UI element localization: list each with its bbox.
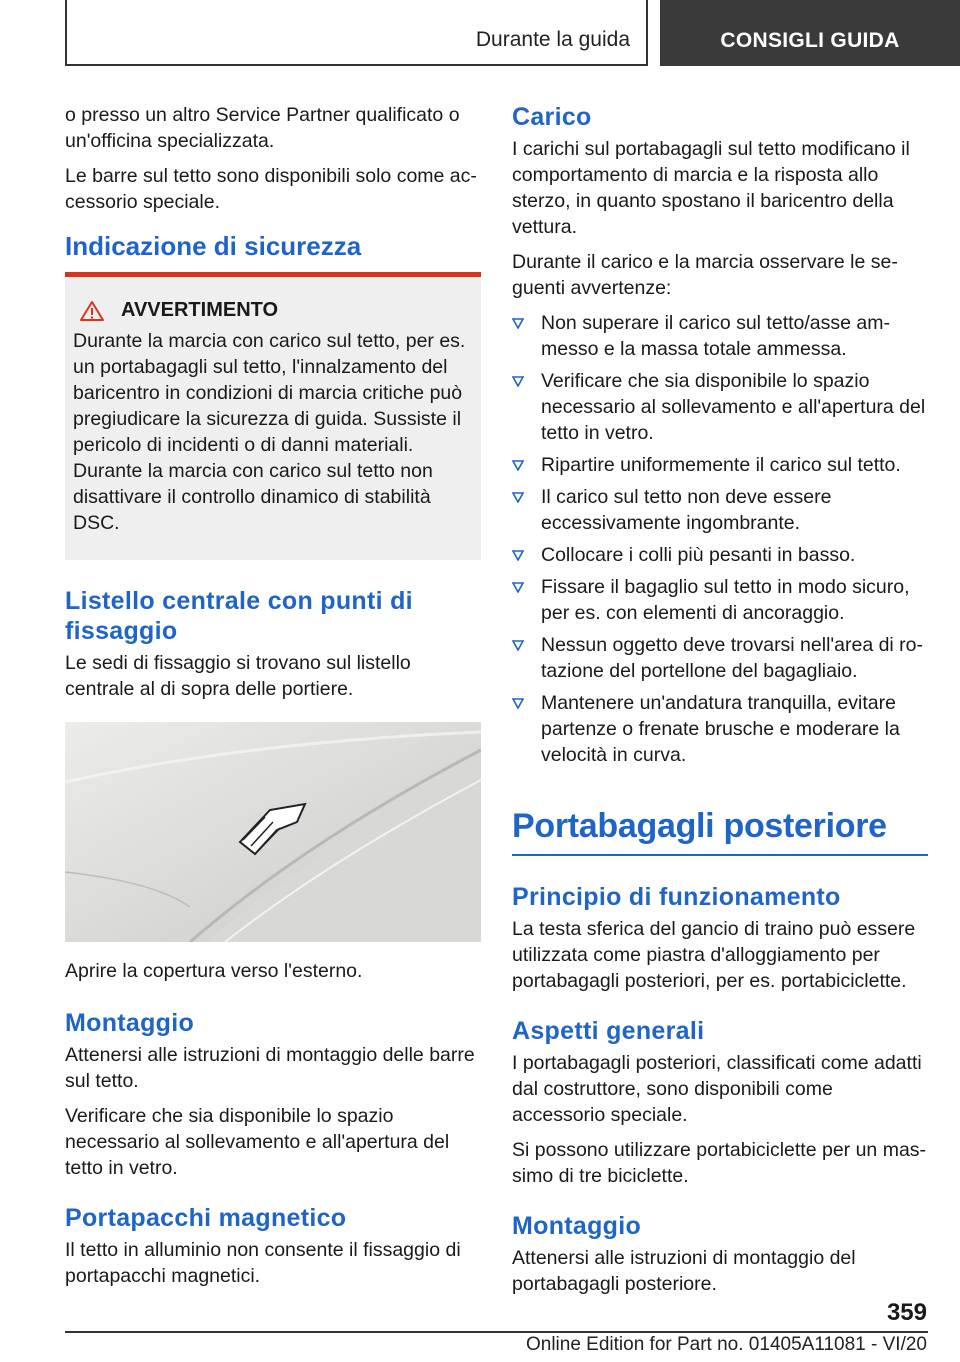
list-item: Ripartire uniformemente il carico sul tetto. [512, 452, 928, 478]
load-text-1: I carichi sul portabagagli sul tetto modificano il comportamento di marcia e la risposta allo sterzo, in quanto spostano il baricentro della vettura. [512, 138, 910, 238]
right-column [512, 102, 928, 1306]
bullet-triangle-icon [512, 317, 524, 329]
footer-divider [65, 1331, 928, 1333]
list-item: Nessun oggetto deve trovarsi nell'area di rotazione del portellone del bagagliaio. [512, 632, 928, 684]
operating-principle-text: La testa sferica del gancio di traino può essere utilizzata come piastra d'alloggiamento per portabagagli posteriori, per es. portabiciclette. [512, 918, 916, 992]
header-chapter-tab: CONSIGLI GUIDA [660, 0, 960, 66]
load-text-2: Durante il carico e la marcia osservare le seguenti avvertenze: [512, 251, 898, 299]
footer-edition: Online Edition for Part no. 01405A11081 - VI/20 [525, 1334, 927, 1355]
general-aspects-text-2: Si possono utilizzare portabiciclette per un massimo di tre biciclette. [512, 1139, 927, 1187]
list-item: Fissare il bagaglio sul tetto in modo sicuro, per es. con elementi di ancoraggio. [512, 574, 928, 626]
warning-text: Durante la marcia con carico sul tetto, per es. un portabagagli sul tetto, l'innalzamento del baricentro in condizioni di marcia critiche può pregiudicare la sicurezza di guida. Sussiste il pericolo di incidenti o di danni materiali. Durante la marcia con carico sul tetto non disattivare il controllo dinamico di stabilità DSC. [73, 330, 466, 534]
heading-rear-assembly: Montaggio [512, 1212, 642, 1240]
warning-box [65, 272, 481, 560]
assembly-text-1: Attenersi alle istruzioni di montaggio delle barre sul tetto. [65, 1044, 475, 1092]
center-strip-text: Le sedi di fissaggio si trovano sul listello centrale al di sopra delle portiere. [65, 652, 411, 700]
assembly-text-2: Verificare che sia disponibile lo spazio necessario al sollevamento e all'apertura del tetto in vetro. [65, 1105, 450, 1179]
bullet-triangle-icon [512, 375, 524, 387]
photo-caption: Aprire la copertura verso l'esterno. [65, 960, 363, 982]
warning-header [73, 299, 473, 322]
page-number: 359 [886, 1299, 927, 1326]
heading-assembly: Montaggio [65, 1009, 195, 1037]
list-item: Il carico sul tetto non deve essere eccessivamente ingombrante. [512, 484, 928, 536]
list-item: Collocare i colli più pesanti in basso. [512, 542, 928, 568]
roof-cover-illustration [65, 722, 481, 942]
roof-cover-photo [65, 722, 481, 942]
list-item: Verificare che sia disponibile lo spazio necessario al sollevamento e all'apertura del tetto in vetro. [512, 368, 928, 446]
heading-operating-principle: Principio di funzionamento [512, 883, 841, 911]
bullet-triangle-icon [512, 581, 524, 593]
warning-title: AVVERTIMENTO [121, 299, 279, 321]
left-column [65, 102, 481, 1298]
left-paragraph-1: o presso un altro Service Partner qualificato o un'officina specializzata. [65, 104, 460, 152]
list-item: Mantenere un'andatura tranquilla, evitare partenze o frenate brusche e moderare la velocità in curva. [512, 690, 928, 768]
warning-triangle-icon [79, 300, 105, 322]
heading-safety: Indicazione di sicurezza [65, 231, 362, 261]
heading-magnetic-rack: Portapacchi magnetico [65, 1204, 347, 1232]
bullet-triangle-icon [512, 549, 524, 561]
general-aspects-text-1: I portabagagli posteriori, classificati come adatti dal costruttore, sono disponibili come accessorio speciale. [512, 1052, 922, 1126]
bullet-triangle-icon [512, 639, 524, 651]
bullet-triangle-icon [512, 459, 524, 471]
left-paragraph-2: Le barre sul tetto sono disponibili solo come accessorio speciale. [65, 165, 477, 213]
heading-load: Carico [512, 103, 592, 131]
bullet-triangle-icon [512, 491, 524, 503]
heading-center-strip: Listello centrale con punti di fissaggio [65, 587, 413, 645]
heading-general-aspects: Aspetti generali [512, 1017, 705, 1045]
header-section-title: Durante la guida [475, 28, 630, 51]
list-item: Non superare il carico sul tetto/asse ammesso e la massa totale ammessa. [512, 310, 928, 362]
rear-assembly-text: Attenersi alle istruzioni di montaggio del portabagagli posteriore. [512, 1247, 856, 1295]
load-instructions-list [512, 310, 928, 768]
chapter-heading-rear-rack: Portabagagli posteriore [512, 806, 928, 856]
bullet-triangle-icon [512, 697, 524, 709]
magnetic-rack-text: Il tetto in alluminio non consente il fissaggio di portapacchi magnetici. [65, 1239, 461, 1287]
